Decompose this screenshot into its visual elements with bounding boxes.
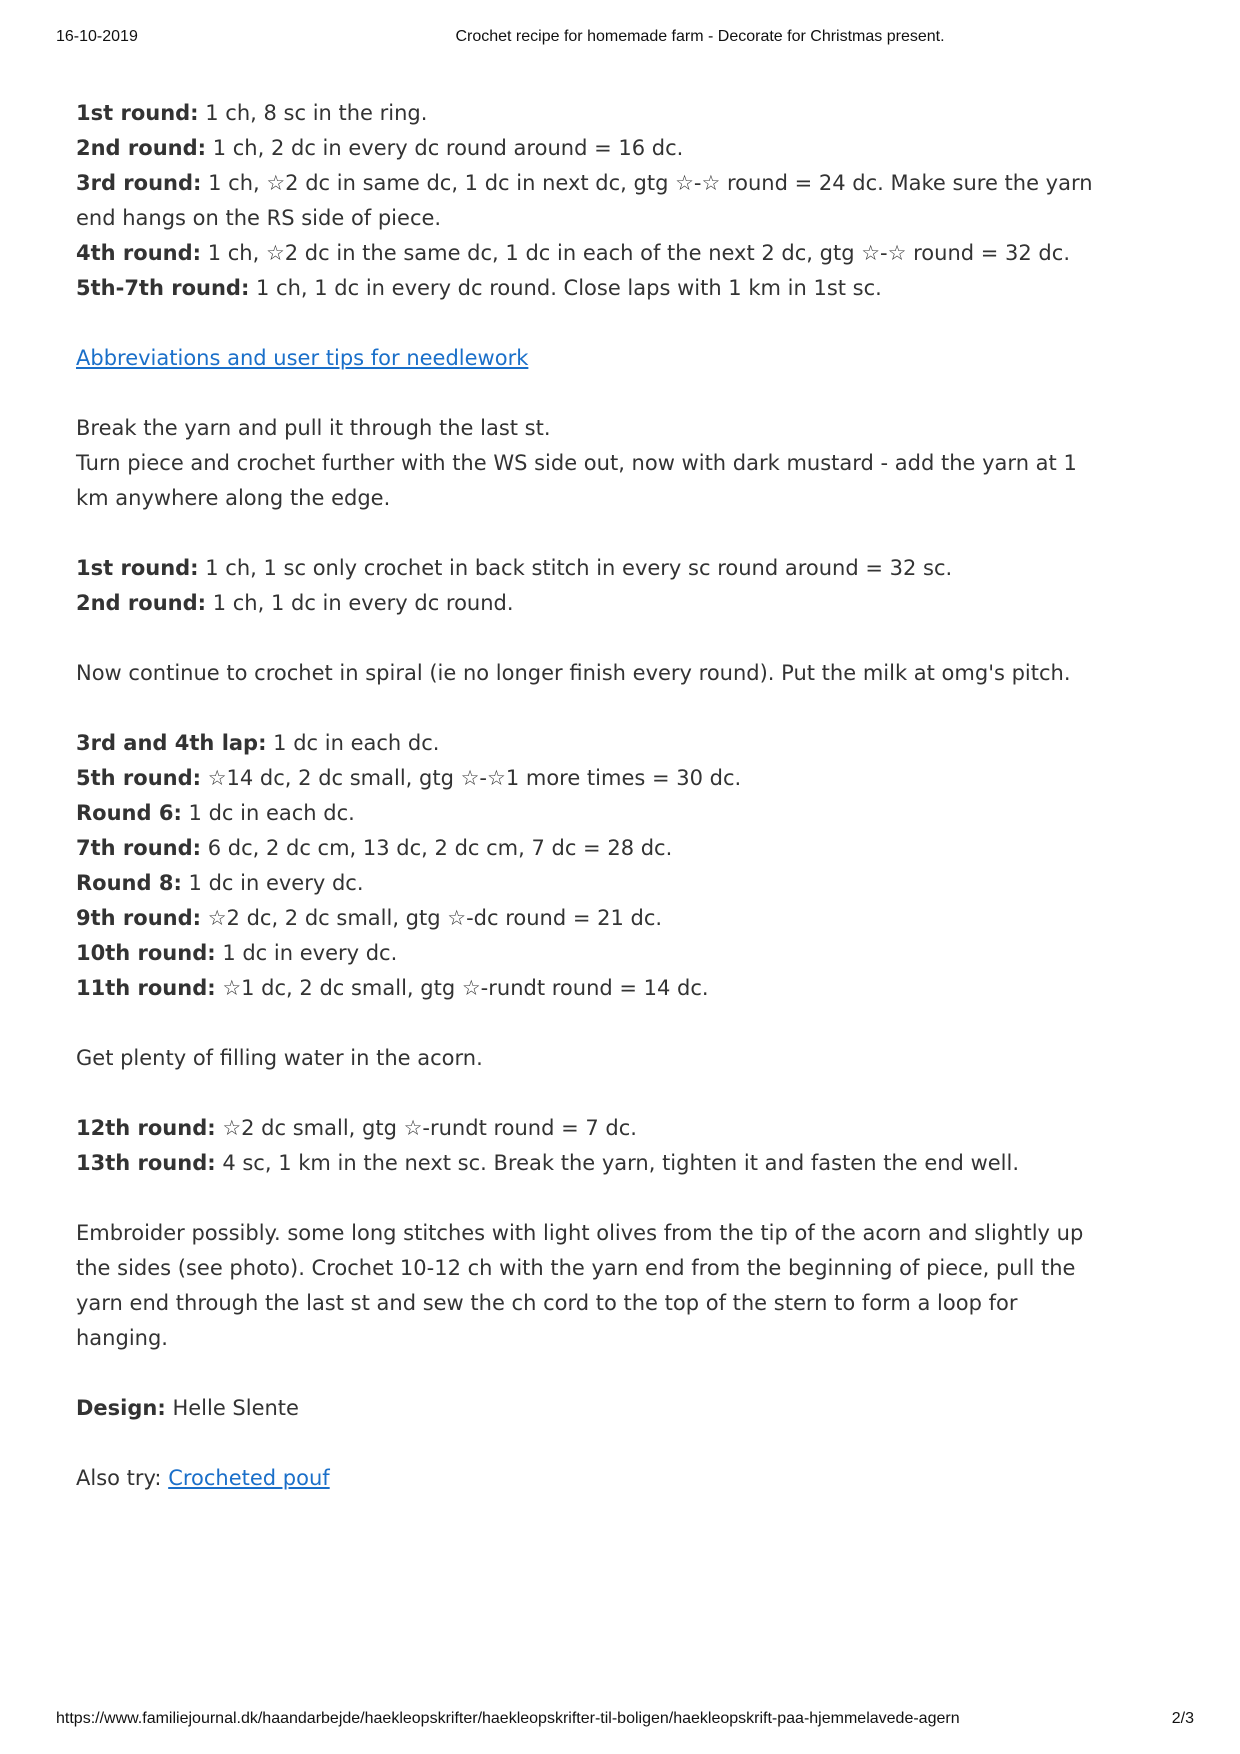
round-line (76, 831, 1116, 866)
round-text: 1 ch, 1 dc in every dc round. Close laps with 1 km in 1st sc. (249, 276, 882, 300)
round-line (76, 131, 1116, 166)
design-label: Design: (76, 1396, 166, 1420)
abbreviations-paragraph (76, 341, 1116, 376)
round-text: 1 ch, 1 sc only crochet in back stitch in every sc round around = 32 sc. (198, 556, 953, 580)
round-label: 13th round: (76, 1151, 216, 1175)
round-label: 10th round: (76, 941, 216, 965)
rounds-block-4 (76, 1111, 1116, 1181)
print-header (0, 28, 1240, 52)
round-label: 12th round: (76, 1116, 216, 1140)
print-footer (0, 1710, 1240, 1734)
round-line (76, 166, 1116, 236)
text-line: Break the yarn and pull it through the last st. (76, 416, 551, 440)
round-line (76, 936, 1116, 971)
round-line (76, 1111, 1116, 1146)
round-label: 7th round: (76, 836, 202, 860)
round-line (76, 866, 1116, 901)
print-page-title: Crochet recipe for homemade farm - Decorate for Christmas present. (455, 28, 945, 45)
abbreviations-link[interactable]: Abbreviations and user tips for needlework (76, 346, 529, 370)
round-label: 9th round: (76, 906, 202, 930)
round-label: 5th-7th round: (76, 276, 250, 300)
round-line (76, 1146, 1116, 1181)
round-label: 3rd round: (76, 171, 202, 195)
round-text: 4 sc, 1 km in the next sc. Break the yarn, tighten it and fasten the end well. (215, 1151, 1020, 1175)
round-label: 3rd and 4th lap: (76, 731, 267, 755)
round-text: 1 ch, 2 dc in every dc round around = 16 dc. (206, 136, 684, 160)
round-text: 6 dc, 2 dc cm, 13 dc, 2 dc cm, 7 dc = 28 dc. (201, 836, 673, 860)
round-line (76, 271, 1116, 306)
filling-paragraph: Get plenty of filling water in the acorn. (76, 1046, 483, 1070)
also-try-paragraph (76, 1461, 1116, 1496)
round-label: Round 6: (76, 801, 182, 825)
print-url: https://www.familiejournal.dk/haandarbejde/haekleopskrifter/haekleopskrifter-til-boligen/haekleopskrift-paa-hjemmelavede-agern (56, 1710, 960, 1727)
rounds-block-3 (76, 726, 1116, 1006)
round-text: 1 ch, ☆2 dc in same dc, 1 dc in next dc, gtg ☆-☆ round = 24 dc. Make sure the yarn end hangs on the RS side of piece. (76, 171, 1093, 230)
print-date: 16-10-2019 (56, 28, 138, 45)
round-label: 2nd round: (76, 591, 207, 615)
round-text: 1 dc in each dc. (181, 801, 355, 825)
design-credit (76, 1391, 1116, 1426)
round-line (76, 901, 1116, 936)
round-text: 1 ch, 8 sc in the ring. (198, 101, 428, 125)
spiral-paragraph: Now continue to crochet in spiral (ie no longer finish every round). Put the milk at omg's pitch. (76, 661, 1071, 685)
round-label: 2nd round: (76, 136, 207, 160)
round-text: ☆1 dc, 2 dc small, gtg ☆-rundt round = 14 dc. (215, 976, 709, 1000)
embroider-paragraph: Embroider possibly. some long stitches with light olives from the tip of the acorn and slightly up the sides (see photo). Crochet 10-12 ch with the yarn end from the beginning of piece, pull the yarn end through the last st and sew the ch cord to the top of the stern to form a loop for hanging. (76, 1221, 1084, 1350)
rounds-block-1 (76, 96, 1116, 306)
round-text: 1 dc in every dc. (181, 871, 364, 895)
round-line (76, 236, 1116, 271)
round-text: ☆14 dc, 2 dc small, gtg ☆-☆1 more times = 30 dc. (201, 766, 742, 790)
page-number: 2/3 (1171, 1710, 1194, 1727)
round-text: 1 ch, ☆2 dc in the same dc, 1 dc in each of the next 2 dc, gtg ☆-☆ round = 32 dc. (201, 241, 1070, 265)
round-text: ☆2 dc, 2 dc small, gtg ☆-dc round = 21 dc. (201, 906, 663, 930)
round-label: 11th round: (76, 976, 216, 1000)
break-yarn-paragraph (76, 411, 1116, 516)
round-line (76, 726, 1116, 761)
round-label: 1st round: (76, 556, 199, 580)
round-label: 4th round: (76, 241, 202, 265)
also-try-label: Also try: (76, 1466, 169, 1490)
crocheted-pouf-link[interactable]: Crocheted pouf (168, 1466, 330, 1490)
round-line (76, 586, 1116, 621)
round-text: ☆2 dc small, gtg ☆-rundt round = 7 dc. (215, 1116, 637, 1140)
round-text: 1 dc in each dc. (266, 731, 440, 755)
round-text: 1 dc in every dc. (215, 941, 398, 965)
article-body (76, 96, 1116, 1531)
round-label: 5th round: (76, 766, 202, 790)
round-line (76, 971, 1116, 1006)
round-label: 1st round: (76, 101, 199, 125)
round-line (76, 761, 1116, 796)
round-text: 1 ch, 1 dc in every dc round. (206, 591, 514, 615)
round-line (76, 96, 1116, 131)
round-label: Round 8: (76, 871, 182, 895)
round-line (76, 796, 1116, 831)
rounds-block-2 (76, 551, 1116, 621)
text-line: Turn piece and crochet further with the WS side out, now with dark mustard - add the yarn at 1 km anywhere along the edge. (76, 451, 1077, 510)
round-line (76, 551, 1116, 586)
designer-name: Helle Slente (165, 1396, 299, 1420)
